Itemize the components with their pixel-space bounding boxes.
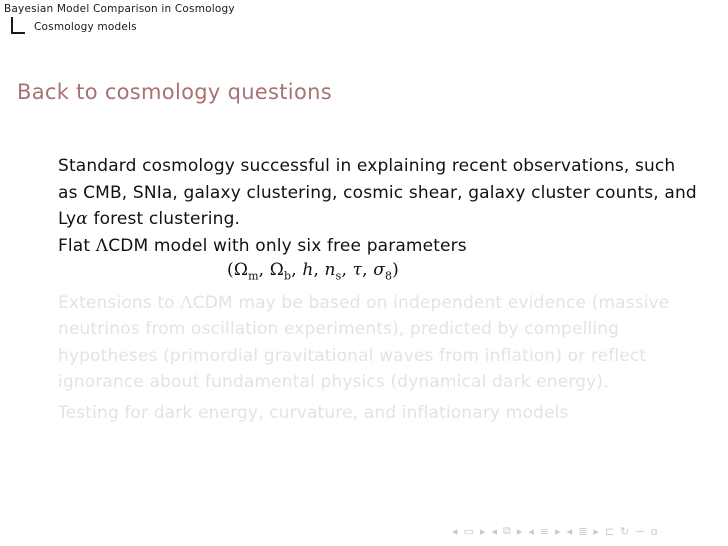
slide-header xyxy=(0,0,728,50)
slide-content xyxy=(58,153,698,426)
subsection-next-icon[interactable]: ▸ xyxy=(516,524,523,538)
zoom-icon[interactable]: ⊏ xyxy=(604,524,615,538)
section-breadcrumb xyxy=(4,17,204,37)
subsection-icon[interactable]: ⧉ xyxy=(503,524,511,537)
beamer-navigation xyxy=(452,522,724,540)
tree-connector xyxy=(11,17,25,34)
doc-prev-icon[interactable]: ◂ xyxy=(566,524,573,538)
doc-icon[interactable]: ≣ xyxy=(578,524,588,538)
section-icon[interactable]: ≡ xyxy=(539,524,550,538)
parameter-formula: ($\Omega_m$, $\Omega_b$, h, $n_s$, τ, $\sigma_8$) xyxy=(227,260,399,283)
search-alt-icon[interactable]: ɑ xyxy=(650,524,658,538)
presentation-title: Bayesian Model Comparison in Cosmology xyxy=(4,3,235,15)
section-prev-icon[interactable]: ◂ xyxy=(528,524,534,538)
subsection-prev-icon[interactable]: ◂ xyxy=(491,524,497,538)
list-item: Testing for dark energy, curvature, and inflationary models xyxy=(58,402,569,423)
doc-next-icon[interactable]: ▸ xyxy=(593,524,599,538)
back-forward-icon[interactable]: ∽ xyxy=(635,524,645,538)
list-item: Flat ΛCDM model with only six free parameters ($\Omega_m$, $\Omega_b$, h, $n_s$, τ, $\sigma_8$) xyxy=(58,233,698,290)
section-title: Cosmology models xyxy=(34,21,137,33)
list-item: Extensions to ΛCDM may be based on independent evidence (massive neutrinos from oscillation experiments), predicted by compelling hypotheses (primordial gravitational waves from inflation) or reflect ignorance about fundamental physics (dynamical dark energy). xyxy=(58,292,670,393)
list-item: Standard cosmology successful in explaining recent observations, such as CMB, SNIa, galaxy clustering, cosmic shear, galaxy cluster counts, and Lyα forest clustering. xyxy=(58,156,697,229)
frame-icon[interactable]: ▭ xyxy=(463,524,474,538)
section-next-icon[interactable]: ▸ xyxy=(555,524,561,538)
frame-prev-icon[interactable]: ◂ xyxy=(452,524,458,538)
search-icon[interactable]: ↻ xyxy=(620,524,630,538)
frame-title: Back to cosmology questions xyxy=(17,80,332,104)
frame-next-icon[interactable]: ▸ xyxy=(479,524,486,538)
